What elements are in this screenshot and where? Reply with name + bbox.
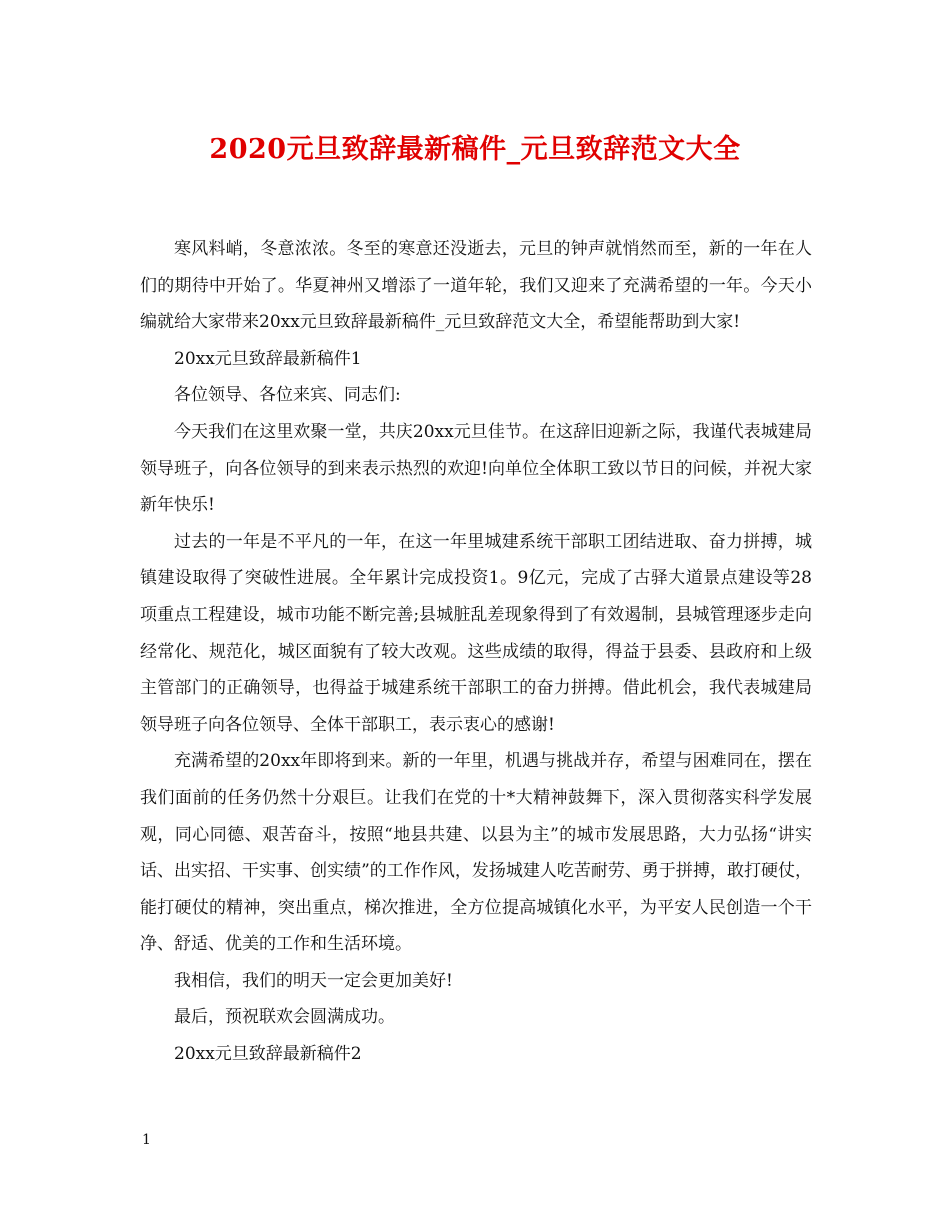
paragraph-heading-1: 20xx元旦致辞最新稿件1 <box>174 348 362 369</box>
paragraph-salutation: 各位领导、各位来宾、同志们: <box>174 385 401 406</box>
paragraph-heading-2: 20xx元旦致辞最新稿件2 <box>174 1044 362 1065</box>
paragraph-closing: 最后，预祝联欢会圆满成功。 <box>174 1007 395 1028</box>
paragraph-belief: 我相信，我们的明天一定会更加美好! <box>174 970 453 991</box>
page-number: 1 <box>142 1132 151 1148</box>
paragraph-welcome: 今天我们在这里欢聚一堂，共庆20xx元旦佳节。在这辞旧迎新之际，我谨代表城建局领导班子，向各位领导的到来表示热烈的欢迎!向单位全体职工致以节日的问候，并祝大家新年快乐! <box>140 421 812 516</box>
document-title: 2020元旦致辞最新稿件_元旦致辞范文大全 <box>209 134 741 165</box>
paragraph-intro: 寒风料峭，冬意浓浓。冬至的寒意还没逝去，元旦的钟声就悄然而至，新的一年在人们的期待中开始了。华夏神州又增添了一道年轮，我们又迎来了充满希望的一年。今天小编就给大家带来20xx元旦致辞最新稿件_元旦致辞范文大全，希望能帮助到大家! <box>140 239 812 333</box>
paragraph-review: 过去的一年是不平凡的一年，在这一年里城建系统干部职工团结进取、奋力拼搏，城镇建设取得了突破性进展。全年累计完成投资1。9亿元，完成了古驿大道景点建设等28项重点工程建设，城市功能不断完善;县城脏乱差现象得到了有效遏制，县城管理逐步走向经常化、规范化，城区面貌有了较大改观。这些成绩的取得，得益于县委、县政府和上级主管部门的正确领导，也得益于城建系统干部职工的奋力拼搏。借此机会，我代表城建局领导班子向各位领导、全体干部职工，表示衷心的感谢! <box>140 531 812 735</box>
document-body <box>140 231 812 1073</box>
paragraph-outlook: 充满希望的20xx年即将到来。新的一年里，机遇与挑战并存，希望与困难同在，摆在我们面前的任务仍然十分艰巨。让我们在党的十*大精神鼓舞下，深入贯彻落实科学发展观，同心同德、艰苦奋斗，按照“地县共建、以县为主”的城市发展思路，大力弘扬“讲实话、出实招、干实事、创实绩”的工作作风，发扬城建人吃苦耐劳、勇于拼搏，敢打硬仗，能打硬仗的精神，突出重点，梯次推进，全方位提高城镇化水平，为平安人民创造一个干净、舒适、优美的工作和生活环境。 <box>140 751 812 955</box>
